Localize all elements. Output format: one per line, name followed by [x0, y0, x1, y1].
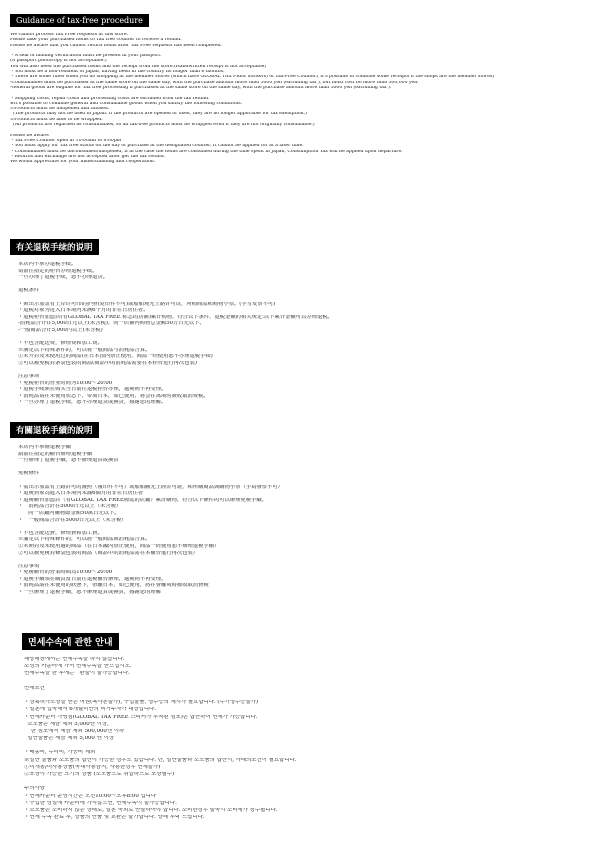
text-line: ①미개봉/미사용상품(국내사용금지, 사용한경우 면세불가) — [24, 764, 161, 770]
text-line: ・Consumables must be unconsumed/unopened, If in the case the items are consumed during the time spent in Japan, Consumption Tax will be applied upon departure. — [10, 149, 403, 154]
text-line: 一旦辦理了退稅手續，恕不辦理退貨或換貨 — [18, 458, 119, 464]
text-line: ・需出示加蓋有上路許可的護照（複印件不可）或船舶觀光上陸許可證，和所購商品與購物小票（手寫發票不可） — [18, 484, 283, 490]
text-line: 退税条件 — [18, 288, 40, 294]
text-line: ・구입한 당일에 카운터에 가지않으면, 면세수속이 불가능합니다. — [24, 800, 177, 806]
text-line: ①未開封及未使用過的商品（在日本國內禁止使用，商品一經使用恕不辦理退稅手續） — [18, 543, 220, 549]
text-line: ・면세카운터 운영시간은 오전10:00～오후8:00 입니다 — [24, 793, 157, 799]
text-line: ・소모품은 소비하지 않은 상태로, 일본 국외로 반출하여야 합니다. 소비한경우 출국시 소비세가 징수됩니다. — [24, 807, 278, 813]
text-line — [18, 368, 590, 375]
text-line: ・There are some rules when you do shopping at the member stores (which have GLOBAL TAX FREE stickers) of Tax-Free Counter.( It's possible to combine some receipts if the shops are the member stores) — [10, 75, 495, 80]
text-line: 일반물품은 세금 제외 5,000 엔 이상 — [24, 736, 114, 742]
text-line: ②可以被免税封条袋包装的商品(商品中的消耗品需要在本柜台进行再次包装) — [18, 360, 197, 366]
text-line: ・不包含配送費，修理費和加工費。 — [18, 530, 103, 536]
text-line: ・Tax Free Counter open at 10:00am to 8:00pm — [10, 138, 122, 143]
text-line: ・Shipping costs, repair costs and processing costs are excluded from the tax refund. — [10, 96, 210, 101]
text-line: ・免税柜台的营业时间为10:00～20:00 — [18, 380, 113, 386]
text-line: 해당매장에서는 면세수속을 하지 않습니다. — [24, 657, 125, 662]
text-line: 면세조건 — [24, 685, 45, 691]
text-line: 免稅條件 — [18, 471, 40, 477]
english-body — [10, 33, 590, 165]
text-line: ・退稅對象為進入日本境內未滿6個月的非在日居住者 — [18, 491, 144, 497]
text-line: -一般商品合计5,000円以上(未含税) — [18, 327, 103, 333]
text-line: ①Products must be unopened and unused. — [10, 107, 110, 112]
text-line: ・退税手续须在购买当日前往退税柜台办理，逾期则不再受理。 — [18, 387, 167, 393]
text-line: (A passport photocopy is not acceptable.) — [10, 59, 107, 64]
korean-section — [10, 630, 590, 822]
text-line: 一旦办理了退税手续，恕不办理退货。 — [18, 275, 109, 281]
text-line: 注意事項 — [18, 563, 40, 569]
text-line: ②포장이 가능한 크기의 상품 (소모품으로 취급하므로 포장필수) — [24, 772, 175, 777]
text-line: ・一旦办理了退税手续，恕不办理退货或换货，感谢您的理解。 — [18, 400, 167, 406]
text-line: ・退稅手續須在購買當日前往退稅櫃台辦理，逾期則不再受理。 — [18, 576, 167, 582]
text-line: Please be aware: — [10, 133, 50, 138]
text-line: (All products are regarded as consumables, so all tax-free products must be wrapped even if they are not originally consumable.) — [10, 123, 315, 128]
text-line — [18, 335, 590, 342]
text-line — [18, 465, 590, 472]
text-line: (The products may not be used in Japan. If the products are opened or used, they are no longer applicable for tax exemption.) — [10, 112, 307, 117]
text-line: ・ 一般商品合計在5000日元以上（未含稅） — [18, 517, 127, 523]
text-line: ・면세 수속 완료 후, 상품의 반품 및 교환은 불가합니다. 양해 부탁 드립니다. — [24, 815, 205, 821]
text-line: ※满足以下特殊条件的，可以将一般商品与消耗品合算。 — [18, 347, 151, 353]
text-line: ・상륙허가도장을 받은 여권(복사본불가), 구입물품, 영수증의 제시가 필요합니다. (수기영수증불가) — [24, 700, 259, 706]
korean-body — [10, 657, 590, 822]
text-line: 请前往指定的柜台办理退税手续。 — [18, 268, 98, 274]
text-line: 本店内不承辦退稅手續 — [18, 445, 71, 450]
text-line — [24, 743, 590, 750]
english-section — [10, 8, 590, 165]
traditional-chinese-section — [10, 418, 590, 597]
text-line — [24, 679, 590, 686]
text-line: ・You must apply for Tax free status on the day of purchase at the designated counter. It cannot be applied for at a later time. — [10, 144, 304, 149]
text-line: ・일본에 입국해서 6개월미만의 비거주자가 대상입니다. — [24, 707, 156, 713]
text-line: 請前往指定的櫃台辦理退稅手續 — [18, 451, 93, 457]
text-line: ・退稅櫃台加盟店（有GLOBAL TAX FREE標誌的店鋪）累計購物，符合以下條件的可以辦理免稅手續。 — [18, 497, 267, 503]
text-line — [18, 478, 590, 485]
text-line: ①未开封及未使用过的商品(在日本国内禁止使用，商品一经使用恕不办理退税手续) — [18, 354, 213, 360]
text-line: ※It's possible to combine general and consumable goods when you satisfy the following conditions. — [10, 101, 243, 106]
traditional-chinese-body — [10, 445, 590, 597]
text-line: ②可以被免稅封條袋包裝的商品（商品中的消耗品需在本櫃台進行再次包裝） — [18, 550, 199, 556]
text-line — [18, 524, 590, 531]
text-line: 소정의 카운터에 가서 면세수속을 받으십시오. — [24, 664, 132, 670]
korean-heading: 면세수속에 관한 안내 — [22, 633, 119, 650]
text-line: ・退税柜台加盟店(有GLOBAL TAX FREE 标志的店铺)累计购物，符合以下条件，退税金额的相关规定:以下累计金额可以办理退税。 — [18, 314, 333, 320]
simplified-chinese-section — [10, 235, 590, 407]
text-line: ・A seal of landing verification must be present in your passport. — [10, 54, 162, 59]
text-line: ※일반 물품과 소모품의 합산이 가능한 경우도 있습니다. 단, 일반물품과 소모품의 합산시, 아래의조건이 필요합니다. — [24, 757, 297, 763]
simplified-chinese-heading: 有关退税手续的说明 — [10, 239, 99, 255]
text-line: ・ 消耗品合計在5000日元以上（未含稅） — [18, 504, 122, 510]
simplified-chinese-body — [10, 262, 590, 407]
text-line: ※滿足以下特殊條件的，可以將一般商品與消耗品合算。 — [18, 537, 151, 543]
text-line: ・Returns and exchange are not accepted after get the tax refund. — [10, 154, 166, 159]
english-heading: Guidance of tax-free procedure — [10, 14, 149, 27]
text-line: 한 점포에서 세금 제외 500,000엔 이하 — [24, 728, 125, 734]
text-line: 注意事项 — [18, 374, 40, 380]
text-line — [24, 779, 590, 786]
text-line: ・一旦辦理了退稅手續，恕不辦理退貨或換貨，感謝您的理解 — [18, 590, 162, 596]
text-line: -General goods are eligible for Tax free processing if purchased at the same store on the same day, with the purchase amount more than 5000 yen (excluding tax ). — [10, 85, 392, 90]
text-line: 주의사항 — [24, 786, 45, 792]
text-line — [18, 295, 590, 302]
text-line: ②Products must be able to be wrapped. — [10, 117, 103, 122]
text-line — [24, 693, 590, 700]
text-line: ・免稅櫃台的營業時間為10:00～20:00 — [18, 570, 113, 576]
text-line — [18, 282, 590, 289]
text-line: -Consumables must be purchased at the same store on the same day, with the purchase amount more than 5000 yen (excluding tax ), but must cost no more than 500,000 yen. — [10, 80, 419, 85]
text-line: 本店内不承办退税手续。 — [18, 262, 77, 267]
text-line: 면세수속을 한 후에는 환불이 불가능합니다. — [24, 671, 130, 677]
text-line: ・배송비, 수리비, 가공비 제외 — [24, 750, 96, 756]
text-line: ・须出示加盖有上岸许可印的护照(复印件不可)或船舶观光上路许可证，所购商品和购物小票。(手写发票不可) — [18, 301, 276, 307]
text-line: 소모품은 세금 제외 5,000엔 이상, — [24, 721, 109, 727]
text-line: You will also need the purchased items and the receipt from the store.(Handwritten receipt is not acceptable) — [10, 64, 267, 69]
text-line: Please be aware that you cannot return items after Tax Free requests has been completed. — [10, 43, 223, 48]
text-line: ・不包含配送费，修理费和加工费。 — [18, 341, 103, 347]
traditional-chinese-heading: 有關退稅手續的說明 — [10, 422, 99, 438]
text-line: ・You must be a non-resident of Japan, having been in the country no longer than 6 months. — [10, 70, 225, 75]
text-line: ・退税对象为进入日本境内未满6个月的非在日居住者。 — [18, 308, 149, 314]
text-line: ・消耗品请在未使用状态下，带离日本，如已使用，将会在离境时被收取消费税。 — [18, 393, 209, 399]
text-line: -消耗品合计在5,000日元以上(未含税)，同一店铺内购物总金额50万日元以下。 — [18, 321, 205, 327]
text-line: Please take your purchased items to Tax free counter to receive a refund. — [10, 38, 182, 43]
text-line — [18, 557, 590, 564]
text-line: We cannot process Tax Free requests at this store. — [10, 33, 129, 37]
text-line: ・면세카운터 가맹점(GLOBAL TAX FREE 스티커가 부착된 점포)은 합산하여 면세가 가능합니다. — [24, 714, 258, 720]
text-line: ・消耗品請在未使用的狀態下，帶離日本，如已使用，將在會離境時被收取消費稅 — [18, 583, 209, 589]
text-line: We would appreciate for your understanding and cooperation. — [10, 160, 156, 165]
text-line: 同一店鋪内購物總金額50萬日元以下。 — [18, 510, 120, 516]
